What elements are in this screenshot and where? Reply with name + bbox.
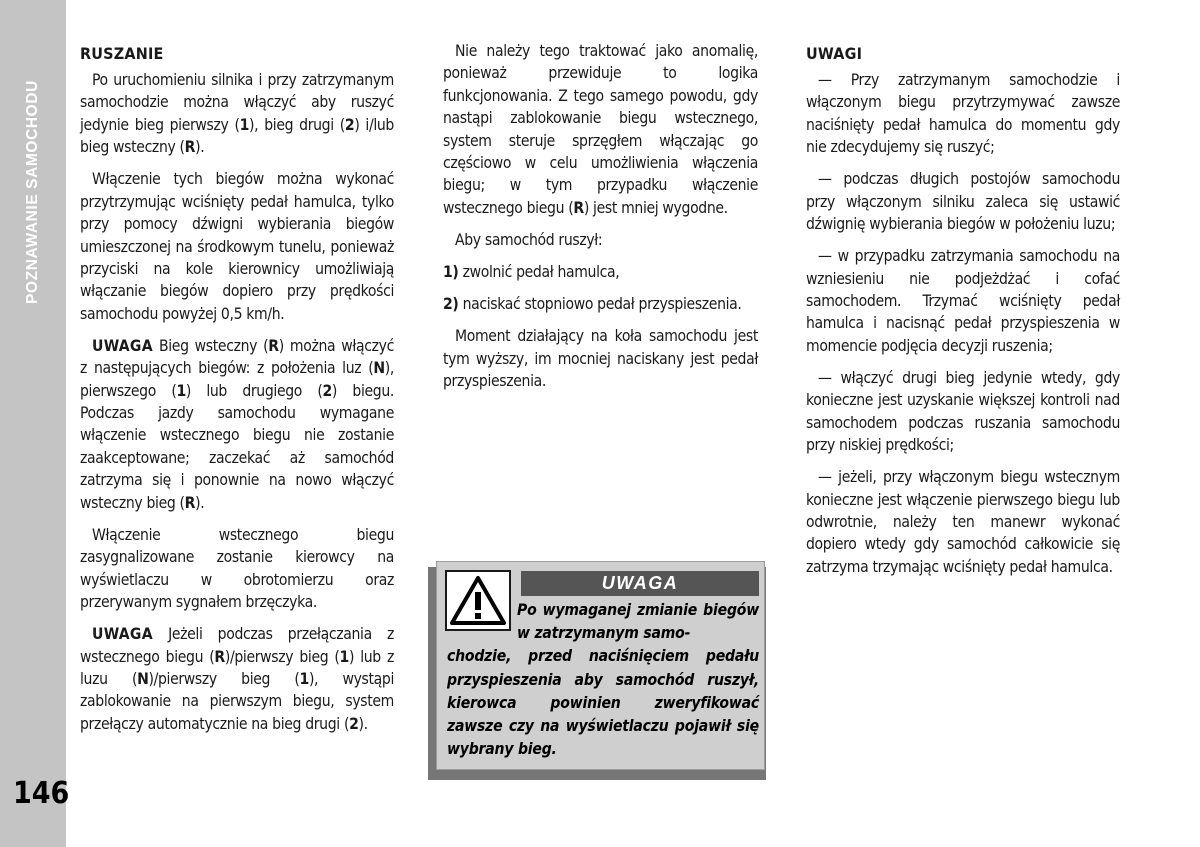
warning-header: UWAGA (521, 571, 759, 596)
column-1 (80, 40, 394, 745)
page-number: 146 (13, 776, 70, 811)
paragraph: Po uruchomieniu silnika i przy zatrzymanym samochodzie można włączyć aby ruszyć jedynie bieg pierwszy (1), bieg drugi (2) i/lub bieg wsteczny (R). (80, 71, 394, 157)
note-label: UWAGA (92, 625, 153, 644)
paragraph-note (80, 623, 394, 735)
paragraph: Moment działający na koła samochodu jest tym wyższy, im mocniej naciskany jest pedał przyspieszenia. (443, 327, 758, 391)
paragraph: Nie należy tego traktować jako anomalię, ponieważ przewiduje to logika funkcjonowania. Z tego samego powodu, gdy nastąpi zablokowanie biegu wstecznego, system steruje sprzęgłem włączając go częściowo w celu umożliwienia włączenia biegu; w tym przypadku włączenie wstecznego biegu (R) jest mniej wygodne. (443, 42, 758, 217)
list-item: — podczas długich postojów samochodu przy włączonym silniku zaleca się ustawić dźwignię wybierania biegów w położeniu luzu; (806, 170, 1120, 234)
sidebar-band (0, 0, 66, 847)
list-item: — Przy zatrzymanym samochodzie i włączonym biegu przytrzymywać zawsze naciśnięty pedał hamulca do momentu gdy nie zdecydujemy się ruszyć; (806, 71, 1120, 157)
list-item: — w przypadku zatrzymania samochodu na wzniesieniu nie podjeżdżać i cofać samochodem. Trzymać wciśnięty pedał hamulca i nacisnąć pedał przyspieszenia w momencie podjęcia decyzji ruszenia; (806, 247, 1120, 355)
step-number: 2) (443, 295, 459, 314)
heading-uwagi: UWAGI (806, 44, 863, 63)
warning-text-first: Po wymaganej zmianie biegów w zatrzymanym samo- (517, 601, 759, 643)
warning-text-rest: chodzie, przed naciśnięciem pedału przyspieszenia aby samochód ruszył, kierowca powinien zweryfikować zawsze czy na wyświetlaczu pojawił się wybrany bieg. (447, 647, 759, 759)
step-text: zwolnić pedał hamulca, (462, 263, 620, 282)
step-number: 1) (443, 263, 459, 282)
step-item (443, 261, 758, 283)
column-3 (806, 40, 1120, 588)
list-item: — włączyć drugi bieg jedynie wtedy, gdy konieczne jest uzyskanie większej kontroli nad samochodem podczas ruszania samochodu przy niskiej prędkości; (806, 368, 1120, 455)
warning-text (447, 599, 759, 761)
paragraph: Włączenie wstecznego biegu zasygnalizowane zostanie kierowcy na wyświetlaczu w obrotomierzu oraz przerywanym sygnałem brzęczyka. (80, 525, 394, 611)
paragraph: Włączenie tych biegów można wykonać przytrzymując wciśnięty pedał hamulca, tylko przy pomocy dźwigni wybierania biegów umieszczonej na środkowym tunelu, ponieważ przyciski na kole kierownicy umożliwiają włączanie biegów dopiero przy prędkości samochodu powyżej 0,5 km/h. (80, 170, 394, 323)
step-text: naciskać stopniowo pedał przyspieszenia. (462, 295, 742, 314)
step-item (443, 293, 758, 315)
column-2 (443, 40, 758, 402)
list-item: — jeżeli, przy włączonym biegu wstecznym konieczne jest włączenie pierwszego biegu lub odwrotnie, należy ten manewr wykonać dopiero wtedy gdy samochód całkowicie się zatrzyma trzymając wciśnięty pedał hamulca. (806, 468, 1120, 576)
section-title: POZNAWANIE SAMOCHODU (24, 80, 41, 304)
note-label: UWAGA (92, 336, 153, 355)
note-text: Jeżeli podczas przełączania z wstecznego biegu (R)/pierwszy bieg (1) lub z luzu (N)/pierwszy bieg (1), wystąpi zablokowanie na pierwszym biegu, system przełączy automatycznie na bieg drugi (2). (80, 625, 395, 733)
heading-ruszanie: RUSZANIE (80, 44, 164, 63)
paragraph-note (80, 335, 394, 514)
note-text: Bieg wsteczny (R) można włączyć z następujących biegów: z położenia luz (N), pierwszego (1) lub drugiego (2) biegu. Podczas jazdy samochodu wymagane włączenie wstecznego biegu nie zostanie zaakceptowane; zaczekać aż samochód zatrzyma się i ponownie na nowo włączyć wsteczny bieg (R). (80, 336, 394, 512)
paragraph: Aby samochód ruszył: (455, 230, 603, 249)
warning-box (436, 561, 765, 770)
